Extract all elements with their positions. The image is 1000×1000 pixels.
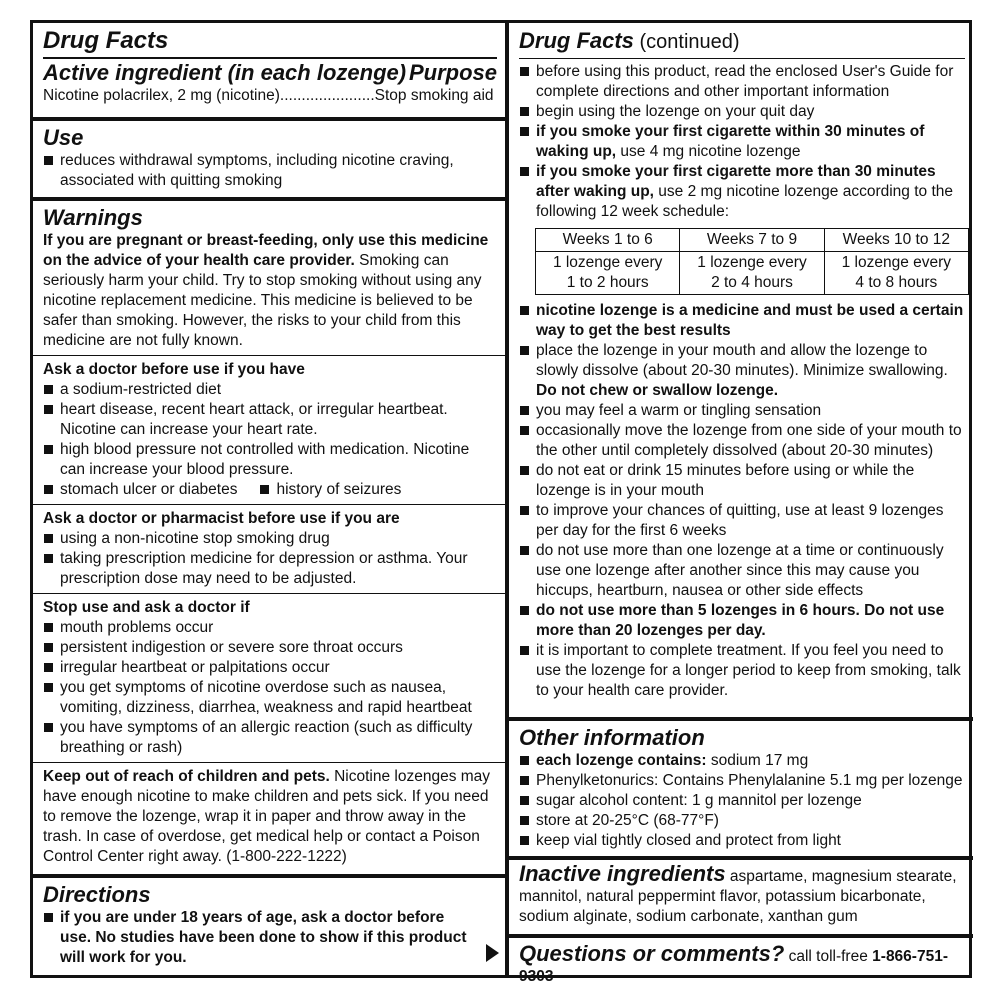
keep-out-block (33, 762, 505, 867)
ask-pharmacist-heading: Ask a doctor or pharmacist before use if you are (43, 510, 400, 527)
list-item: occasionally move the lozenge from one side of your mouth to the other until completely dissolved (about 20-30 minutes) (519, 421, 965, 461)
directions-continued-list-2 (519, 301, 965, 701)
second-cigarette-text: use 2 mg nicotine lozenge according to the following 12 week schedule: (536, 183, 953, 220)
first-cigarette-bold: if you smoke your first cigarette within 30 minutes of waking up, (536, 123, 925, 160)
pregnancy-warning (43, 231, 497, 351)
list-item: taking prescription medicine for depression or asthma. Your prescription dose may need to be adjusted. (43, 549, 497, 589)
ask-doctor-pair (43, 480, 497, 500)
other-information-section (509, 721, 973, 860)
list-item (519, 751, 965, 771)
list-item: it is important to complete treatment. If you feel you need to use the lozenge for a longer period to keep from smoking, talk to your health care provider. (519, 641, 965, 701)
list-item (519, 341, 965, 401)
use-section (33, 121, 505, 201)
list-item: history of seizures (259, 480, 401, 500)
questions-section (509, 938, 973, 991)
keep-out-warning (43, 767, 497, 867)
ask-pharmacist-block (33, 504, 505, 589)
active-ingredient-section (33, 23, 505, 121)
active-ingredient-header (43, 57, 497, 86)
list-item: keep vial tightly closed and protect from light (519, 831, 965, 851)
list-item: do not use more than one lozenge at a time or continuously use one lozenge after another since this may cause you hiccups, heartburn, nausea or other side effects (519, 541, 965, 601)
list-item (519, 162, 965, 222)
dose-line-1: 1 lozenge every (552, 254, 663, 271)
directions-continued-list (519, 62, 965, 222)
list-item: you get symptoms of nicotine overdose such as nausea, vomiting, dizziness, diarrhea, weakness and rapid heartbeat (43, 678, 497, 718)
dose-line-2: 1 to 2 hours (566, 274, 649, 291)
other-information-list (519, 751, 965, 851)
second-cigarette-bold: if you smoke your first cigarette more than 30 minutes after waking up, (536, 163, 936, 200)
table-cell: Weeks 10 to 12 (824, 229, 968, 252)
active-ingredient-heading: Active ingredient (in each lozenge) (43, 60, 407, 85)
stop-use-heading: Stop use and ask a doctor if (43, 599, 250, 616)
questions-line (519, 941, 965, 987)
ask-doctor-heading: Ask a doctor before use if you have (43, 361, 305, 378)
table-cell (536, 252, 680, 295)
directions-section (33, 878, 505, 974)
list-item: high blood pressure not controlled with medication. Nicotine can increase your blood pressure. (43, 440, 497, 480)
drug-facts-continued-title (519, 27, 965, 59)
directions-heading: Directions (43, 882, 151, 907)
drug-facts-title: Drug Facts (43, 27, 169, 54)
list-item (519, 122, 965, 162)
inactive-ingredients-heading: Inactive ingredients (519, 861, 726, 886)
use-heading: Use (43, 125, 84, 150)
list-item: to improve your chances of quitting, use at least 9 lozenges per day for the first 6 weeks (519, 501, 965, 541)
continue-arrow-icon (486, 944, 499, 962)
directions-continued-section (509, 23, 973, 721)
questions-heading: Questions or comments? (519, 941, 785, 966)
purpose-heading: Purpose (408, 60, 497, 85)
inactive-ingredients (519, 861, 965, 927)
list-item: if you are under 18 years of age, ask a doctor before use. No studies have been done to show if this product will work for you. (43, 908, 475, 968)
table-cell: Weeks 1 to 6 (536, 229, 680, 252)
pregnancy-warning-text: Smoking can seriously harm your child. Try to stop smoking without using any nicotine replacement medicine. This medicine is believed to be safer than smoking. However, the risks to your child from this medicine are not fully known. (43, 252, 482, 349)
each-lozenge-text: sodium 17 mg (706, 752, 809, 769)
ask-pharmacist-list (43, 529, 497, 589)
continued-title-suffix: (continued) (633, 31, 740, 53)
list-item: stomach ulcer or diabetes (43, 480, 237, 500)
each-lozenge-bold: each lozenge contains: (536, 752, 707, 769)
warnings-section (33, 201, 505, 878)
inactive-ingredients-section (509, 860, 973, 938)
list-item: nicotine lozenge is a medicine and must be used a certain way to get the best results (519, 301, 965, 341)
table-row (536, 252, 969, 295)
place-lozenge-text: place the lozenge in your mouth and allow the lozenge to slowly dissolve (about 20-30 minutes). Minimize swallowing. (536, 342, 948, 379)
list-item: heart disease, recent heart attack, or irregular heartbeat. Nicotine can increase your heart rate. (43, 400, 497, 440)
phone-number: 1-866-751-9303 (519, 948, 948, 985)
list-item: a sodium-restricted diet (43, 380, 497, 400)
dose-line-2: 2 to 4 hours (711, 274, 793, 291)
pregnancy-warning-bold: If you are pregnant or breast-feeding, only use this medicine on the advice of your health care provider. (43, 232, 489, 269)
dose-line-1: 1 lozenge every (697, 254, 807, 271)
ingredient-line: Nicotine polacrilex, 2 mg (nicotine)......................Stop smoking aid (43, 87, 494, 104)
left-column (33, 23, 505, 975)
questions-text: call toll-free (784, 948, 873, 965)
stop-use-list (43, 618, 497, 758)
list-item: do not eat or drink 15 minutes before using or while the lozenge is in your mouth (519, 461, 965, 501)
list-item: you may feel a warm or tingling sensation (519, 401, 965, 421)
inactive-ingredients-text: aspartame, magnesium stearate, mannitol, natural peppermint flavor, potassium bicarbonate, sodium alginate, sodium carbonate, xanthan gum (519, 868, 957, 925)
list-item: do not use more than 5 lozenges in 6 hours. Do not use more than 20 lozenges per day. (519, 601, 965, 641)
directions-list (43, 908, 497, 968)
stop-use-block (33, 593, 505, 758)
list-item: before using this product, read the enclosed User's Guide for complete directions and other important information (519, 62, 965, 102)
table-cell (824, 252, 968, 295)
list-item: Phenylketonurics: Contains Phenylalanine 5.1 mg per lozenge (519, 771, 965, 791)
list-item: you have symptoms of an allergic reaction (such as difficulty breathing or rash) (43, 718, 497, 758)
place-lozenge-bold: Do not chew or swallow lozenge. (536, 382, 778, 399)
continued-title-main: Drug Facts (519, 28, 634, 53)
ask-doctor-list (43, 380, 497, 480)
dose-line-1: 1 lozenge every (841, 254, 952, 271)
right-column (505, 23, 973, 985)
list-item: persistent indigestion or severe sore throat occurs (43, 638, 497, 658)
first-cigarette-text: use 4 mg nicotine lozenge (616, 143, 801, 160)
dosing-schedule-table (535, 228, 969, 295)
dose-line-2: 4 to 8 hours (855, 274, 938, 291)
table-cell: Weeks 7 to 9 (680, 229, 824, 252)
list-item: using a non-nicotine stop smoking drug (43, 529, 497, 549)
use-list (43, 151, 497, 191)
warnings-heading: Warnings (43, 205, 143, 230)
keep-out-text: Nicotine lozenges may have enough nicotine to make children and pets sick. If you need to remove the lozenge, wrap it in paper and throw away in the trash. In case of overdose, get medical help or contact a Poison Control Center right away. (1-800-222-1222) (43, 768, 491, 865)
list-item: sugar alcohol content: 1 g mannitol per lozenge (519, 791, 965, 811)
list-item: begin using the lozenge on your quit day (519, 102, 965, 122)
table-row (536, 229, 969, 252)
keep-out-bold: Keep out of reach of children and pets. (43, 768, 330, 785)
ask-doctor-block (33, 355, 505, 500)
list-item: mouth problems occur (43, 618, 497, 638)
table-cell (680, 252, 824, 295)
list-item: irregular heartbeat or palpitations occur (43, 658, 497, 678)
drug-facts-label (30, 20, 972, 985)
list-item: reduces withdrawal symptoms, including nicotine craving, associated with quitting smoking (43, 151, 497, 191)
list-item: store at 20-25°C (68-77°F) (519, 811, 965, 831)
other-information-heading: Other information (519, 725, 705, 750)
